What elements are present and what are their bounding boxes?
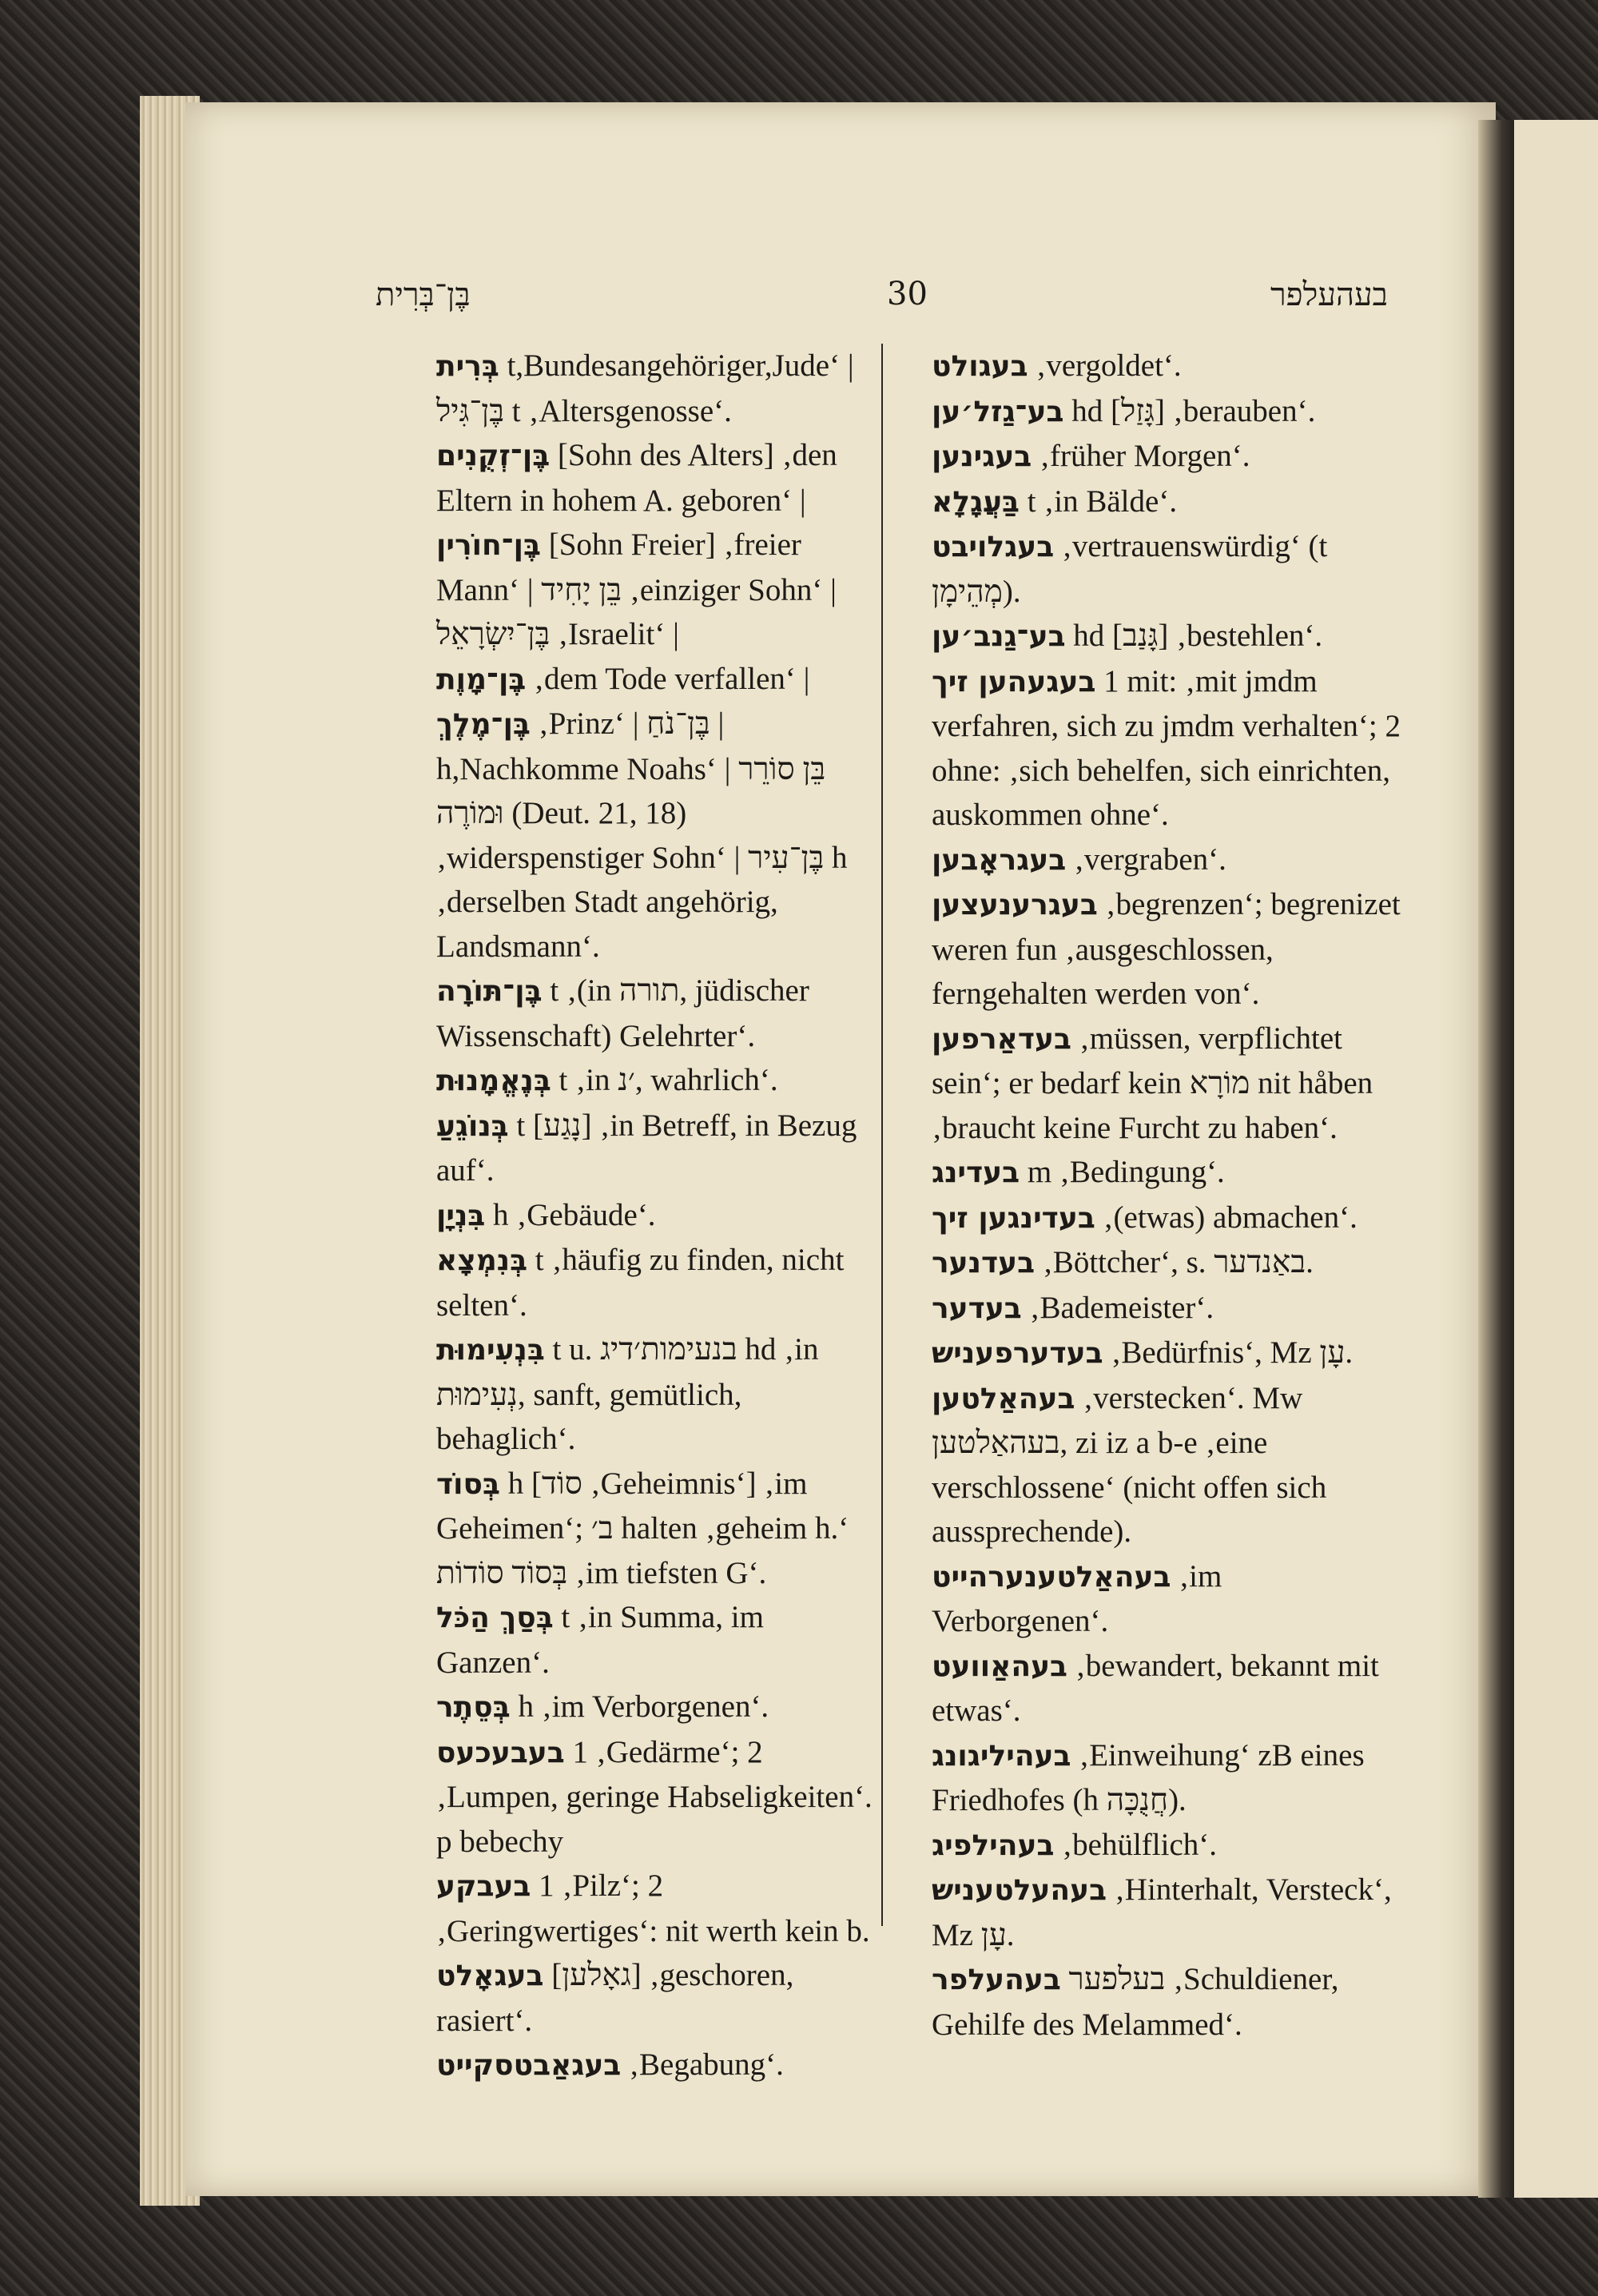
entry-headword: בעגאָלט xyxy=(436,1960,544,1992)
entry-definition: t ‚in ׳נ, wahrlich‘. xyxy=(551,1063,778,1097)
entry-headword: בְּסוֹד xyxy=(436,1467,500,1501)
entry-headword: בְּנֶאֱמָנוּת xyxy=(436,1064,551,1097)
dictionary-entry xyxy=(414,657,880,702)
entry-headword: בעהעלטעניש xyxy=(932,1874,1107,1907)
entry-definition: t ‚häufig zu finden, nicht selten‘. xyxy=(436,1243,845,1323)
entry-headword: בעהאַלטענערהייט xyxy=(932,1560,1171,1594)
entry-definition: 1 ‚Pilz‘; 2 ‚Geringwertiges‘: nit werth kein b. xyxy=(436,1868,870,1948)
dictionary-entry xyxy=(909,1017,1403,1151)
entry-definition: ‚müssen, verpflichtet sein‘; er bedarf kein מוֹרָא nit håben ‚braucht keine Furcht zu haben‘. xyxy=(932,1021,1373,1145)
entry-definition: h ‚Gebäude‘. xyxy=(485,1197,656,1232)
entry-definition: ‚Böttcher‘, s. באַנדער. xyxy=(1035,1245,1314,1279)
dictionary-entry xyxy=(909,1240,1403,1286)
entry-definition: ‚Einweihung‘ zB eines Friedhofes (h חֲנֻכָּה). xyxy=(932,1737,1365,1817)
entry-definition: ‚im Verborgenen‘. xyxy=(932,1558,1222,1638)
dictionary-entry xyxy=(414,433,880,523)
dictionary-entry xyxy=(414,523,880,657)
entry-definition: ‚dem Tode verfallen‘ | xyxy=(526,661,810,696)
dictionary-entry xyxy=(909,389,1403,435)
entry-headword: בִּנְיָן xyxy=(436,1199,486,1232)
entry-definition: m ‚Bedingung‘. xyxy=(1020,1155,1225,1189)
dictionary-entry xyxy=(414,2043,880,2088)
entry-definition: h ‚im Verborgenen‘. xyxy=(510,1689,769,1724)
entry-headword: בע־גַזל׳ען xyxy=(932,395,1064,428)
entry-definition: [Sohn Freier] ‚freier Mann‘ | בֵּן יָחִיד ‚einziger Sohn‘ | בֶּן־יִשְׂרָאֵל ‚Israelit‘ | xyxy=(436,527,837,651)
entry-definition: 1 mit: ‚mit jmdm verfahren, sich zu jmdm verhalten‘; 2 ohne: ‚sich behelfen, sich einrichten, auskommen ohne‘. xyxy=(932,663,1401,832)
dictionary-entry xyxy=(909,838,1403,883)
entry-definition: hd [גָּזַל] ‚berauben‘. xyxy=(1063,393,1316,428)
entry-headword: בעהעלפר xyxy=(932,1964,1061,1996)
dictionary-entry xyxy=(909,1331,1403,1376)
dictionary-entry xyxy=(414,1462,880,1596)
entry-headword: בַּעֲגָלָא xyxy=(932,485,1020,519)
dictionary-entry xyxy=(909,1196,1403,1241)
entry-definition: ‚bewandert, bekannt mit etwas‘. xyxy=(932,1648,1379,1728)
entry-headword: בעדאַרפען xyxy=(932,1022,1071,1056)
entry-headword: בעהאַלטען xyxy=(932,1382,1075,1415)
entry-definition: ‚früher Morgen‘. xyxy=(1032,439,1250,473)
dictionary-entry xyxy=(909,434,1403,479)
left-column xyxy=(436,344,880,2088)
dictionary-entry xyxy=(414,344,880,433)
dictionary-entry xyxy=(414,1058,880,1104)
dictionary-entry xyxy=(909,659,1403,838)
right-column xyxy=(932,344,1403,2047)
entry-definition: ‚(etwas) abmachen‘. xyxy=(1095,1200,1358,1235)
entry-definition: t u. בנעימות׳דיג hd ‚in נְעִימוּת, sanft, gemütlich, behaglich‘. xyxy=(436,1332,819,1456)
entry-headword: בעהילפיג xyxy=(932,1828,1055,1862)
entry-headword: בעגראָבען xyxy=(932,843,1067,877)
entry-headword: בְּסַךְ הַכֹּל xyxy=(436,1602,554,1634)
dictionary-entry xyxy=(414,1327,880,1462)
dictionary-entry xyxy=(909,1957,1403,2047)
entry-definition: hd [גָּנַב] ‚bestehlen‘. xyxy=(1065,619,1323,653)
entry-definition: [גאָלען] ‚geschoren, rasiert‘. xyxy=(436,1958,794,2038)
entry-definition: ‚Begabung‘. xyxy=(621,2047,784,2082)
dictionary-entry xyxy=(909,1554,1403,1644)
dictionary-entry xyxy=(909,1286,1403,1331)
entry-definition: ‚Bademeister‘. xyxy=(1021,1290,1214,1325)
entry-headword: בעהאַוועט xyxy=(932,1649,1068,1683)
dictionary-entry xyxy=(414,1685,880,1730)
entry-definition: ‚Hinterhalt, Versteck‘, Mz עָן. xyxy=(932,1872,1392,1952)
entry-definition: ‚vertrauenswürdig‘ (t מְהֵימָן). xyxy=(932,529,1328,609)
dictionary-entry xyxy=(414,702,880,969)
entry-definition: בעלפער ‚Schuldiener, Gehilfe des Melammed‘. xyxy=(932,1962,1339,2042)
dictionary-entry xyxy=(414,1193,880,1239)
entry-definition: t ‚in Summa, im Ganzen‘. xyxy=(436,1600,764,1680)
running-head-right: בעהעלפר xyxy=(1270,277,1388,313)
entry-headword: בעגעהען זיך xyxy=(932,665,1096,698)
entry-headword: בעגלויבט xyxy=(932,531,1055,563)
dictionary-entry xyxy=(909,344,1403,389)
dictionary-entry xyxy=(909,1644,1403,1733)
dictionary-entry xyxy=(909,882,1403,1017)
dictionary-entry xyxy=(909,1376,1403,1554)
entry-definition: ‚vergraben‘. xyxy=(1066,842,1226,877)
page-number: 30 xyxy=(887,276,928,312)
dictionary-entry xyxy=(909,524,1403,614)
entry-headword: בעגאַבטסקייט xyxy=(436,2049,622,2082)
column-divider xyxy=(881,344,883,1926)
book-gutter xyxy=(1478,120,1518,2198)
dictionary-entry xyxy=(909,1150,1403,1196)
entry-headword: בעדנער xyxy=(932,1247,1036,1279)
dictionary-entry xyxy=(909,614,1403,659)
entry-headword: בעדינגען זיך xyxy=(932,1201,1095,1235)
entry-headword: בְּרִית xyxy=(436,350,499,383)
entry-definition: [Sohn des Alters] ‚den Eltern in hohem A. geboren‘ | xyxy=(436,438,837,518)
entry-headword: בעבעכעס xyxy=(436,1736,565,1769)
entry-definition: t [נָגַע] ‚in Betreff, in Bezug auf‘. xyxy=(436,1108,857,1188)
entry-headword: בֶּן־תּוֹרָה xyxy=(436,975,543,1008)
entry-headword: בֶּן־מֶלֶךְ xyxy=(436,708,531,741)
running-head-left: בֶּן־בְּרִית xyxy=(376,277,471,313)
dictionary-entry xyxy=(909,1733,1403,1823)
facing-page-edge xyxy=(1514,120,1598,2198)
entry-headword: בעדינג xyxy=(932,1156,1020,1189)
entry-headword: בעהיליגונג xyxy=(932,1739,1071,1773)
dictionary-entry xyxy=(909,479,1403,525)
entry-headword: בְּנִמְצָא xyxy=(436,1244,528,1277)
entry-headword: בֶּן־חוֹרִין xyxy=(436,529,541,562)
dictionary-entry xyxy=(414,1104,880,1193)
entry-definition: ‚Prinz‘ | בֶּן־נֹחַ | h,Nachkomme Noahs‘ | בֵּן סוֹרֵר וּמוֹרֶה (Deut. 21, 18) ‚widerspenstiger Sohn‘ | בֶּן־עִיר h ‚derselben Stadt angehörig, Landsmann‘. xyxy=(436,706,848,964)
entry-headword: בעדערפעניש xyxy=(932,1337,1103,1370)
entry-headword: בִּנְעִימוּת xyxy=(436,1334,545,1367)
entry-definition: h [סוֹד ‚Geheimnis‘] ‚im Geheimen‘; ב׳ halten ‚geheim h.‘ בְּסוֹד סוֹדוֹת ‚im tiefsten G‘. xyxy=(436,1466,849,1590)
entry-headword: בעגולט xyxy=(932,350,1028,383)
dictionary-entry xyxy=(414,1953,880,2043)
dictionary-entry xyxy=(909,1868,1403,1957)
entry-headword: בע־גַנב׳ען xyxy=(932,620,1066,653)
dictionary-entry xyxy=(414,1238,880,1327)
entry-headword: בְּנוֹגֵעַ xyxy=(436,1109,509,1143)
entry-definition: ‚Bedürfnis‘, Mz עָן. xyxy=(1103,1335,1354,1370)
entry-definition: ‚verstecken‘. Mw בעהאַלטען, zi iz a b-e ‚eine verschlossene‘ (nicht offen sich aussprechende). xyxy=(932,1380,1327,1549)
entry-headword: בעגינען xyxy=(932,440,1032,473)
entry-definition: t,Bundesangehöriger,Jude‘ | בֶּן־גִּיל t ‚Altersgenosse‘. xyxy=(436,348,854,428)
entry-headword: בֶּן־מָוֶת xyxy=(436,663,527,696)
entry-headword: בעדער xyxy=(932,1291,1022,1325)
entry-headword: בְּסֵתֶר xyxy=(436,1691,511,1724)
dictionary-entry xyxy=(909,1823,1403,1868)
dictionary-entry xyxy=(414,969,880,1058)
entry-definition: ‚begrenzen‘; begrenizet weren fun ‚ausgeschlossen, ferngehalten werden von‘. xyxy=(932,887,1401,1011)
entry-headword: בעגרענעצען xyxy=(932,889,1098,921)
dictionary-entry xyxy=(414,1595,880,1685)
entry-headword: בֶּן־זְקֻנִים xyxy=(436,440,551,472)
entry-definition: t ‚in Bälde‘. xyxy=(1019,483,1178,519)
dictionary-entry xyxy=(414,1730,880,1864)
entry-definition: ‚vergoldet‘. xyxy=(1028,348,1182,383)
entry-definition: t ‚(in תורה, jüdischer Wissenschaft) Gelehrter‘. xyxy=(436,973,809,1053)
dictionary-entry xyxy=(414,1864,880,1953)
entry-headword: בעבקע xyxy=(436,1870,531,1903)
entry-definition: ‚behülflich‘. xyxy=(1054,1827,1217,1862)
entry-definition: 1 ‚Gedärme‘; 2 ‚Lumpen, geringe Habseligkeiten‘. p bebechy xyxy=(436,1734,873,1859)
